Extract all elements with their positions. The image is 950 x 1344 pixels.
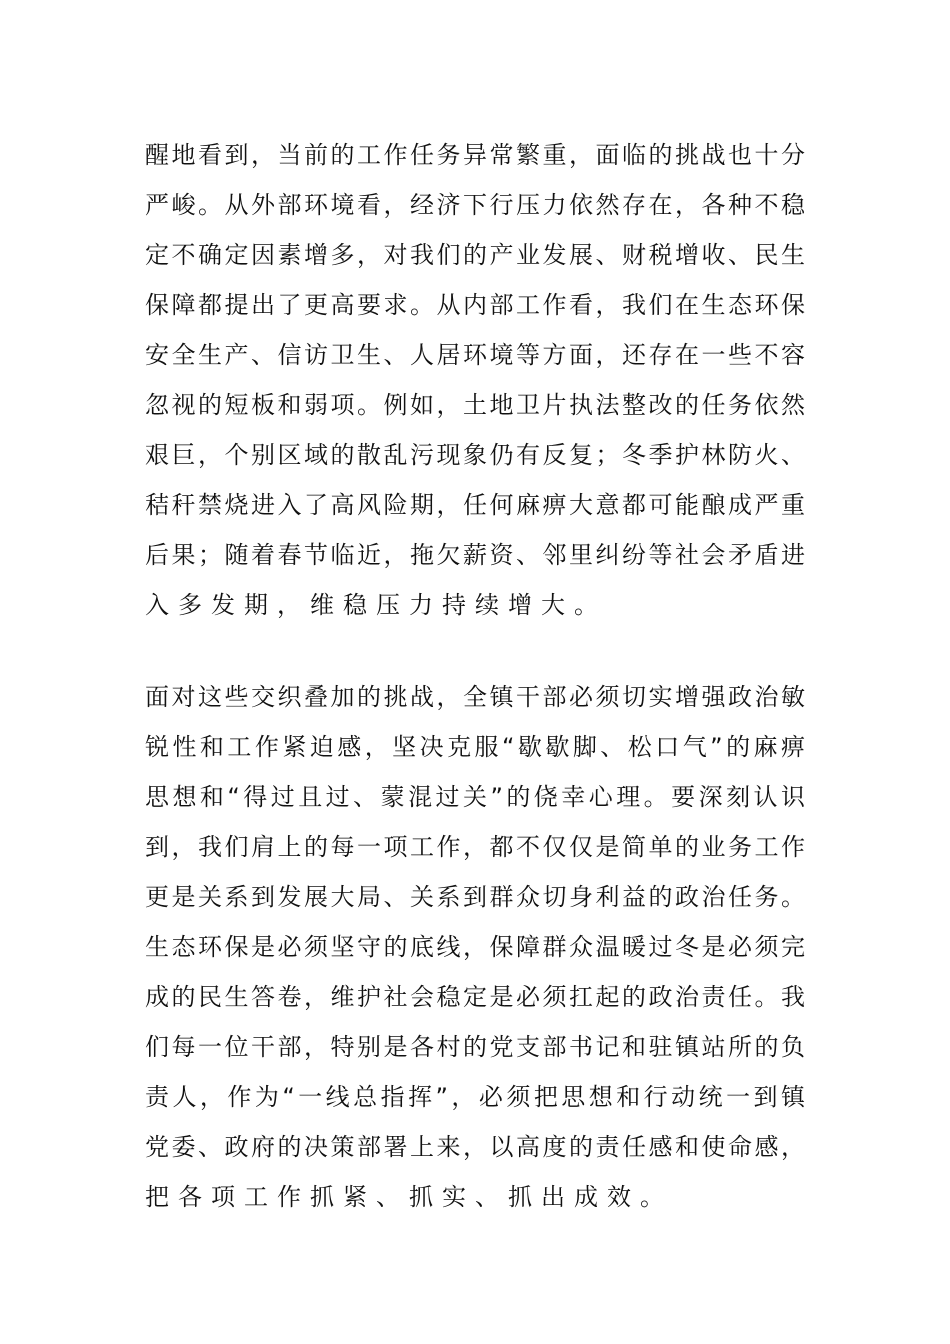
text-line: 定不确定因素增多，对我们的产业发展、财税增收、民生 [145,241,805,269]
text-line: 们每一位干部，特别是各村的党支部书记和驻镇站所的负 [145,1033,805,1061]
text-line: 安全生产、信访卫生、人居环境等方面，还存在一些不容 [145,341,805,369]
text-line: 后果；随着春节临近，拖欠薪资、邻里纠纷等社会矛盾进 [145,541,805,569]
paragraph-1 [145,130,805,630]
text-line: 更是关系到发展大局、关系到群众切身利益的政治任务。 [145,883,805,911]
text-line: 把各项工作抓紧、抓实、抓出成效。 [145,1183,673,1211]
paragraph-2 [145,672,805,1222]
text-line: 责人，作为“一线总指挥”，必须把思想和行动统一到镇 [145,1083,805,1111]
text-line: 严峻。从外部环境看，经济下行压力依然存在，各种不稳 [145,191,805,219]
text-line: 到，我们肩上的每一项工作，都不仅仅是简单的业务工作 [145,833,805,861]
text-line: 生态环保是必须坚守的底线，保障群众温暖过冬是必须完 [145,933,805,961]
text-line: 面对这些交织叠加的挑战，全镇干部必须切实增强政治敏 [145,683,805,711]
text-line: 醒地看到，当前的工作任务异常繁重，面临的挑战也十分 [145,141,805,169]
text-line: 党委、政府的决策部署上来，以高度的责任感和使命感， [145,1133,805,1161]
text-line: 锐性和工作紧迫感，坚决克服“歇歇脚、松口气”的麻痹 [145,733,805,761]
text-line: 艰巨，个别区域的散乱污现象仍有反复；冬季护林防火、 [145,441,805,469]
text-line: 秸秆禁烧进入了高风险期，任何麻痹大意都可能酿成严重 [145,491,805,519]
text-line: 忽视的短板和弱项。例如，土地卫片执法整改的任务依然 [145,391,805,419]
text-line: 入多发期，维稳压力持续增大。 [145,591,607,619]
text-line: 思想和“得过且过、蒙混过关”的侥幸心理。要深刻认识 [145,783,805,811]
text-line: 保障都提出了更高要求。从内部工作看，我们在生态环保 [145,291,805,319]
text-line: 成的民生答卷，维护社会稳定是必须扛起的政治责任。我 [145,983,805,1011]
